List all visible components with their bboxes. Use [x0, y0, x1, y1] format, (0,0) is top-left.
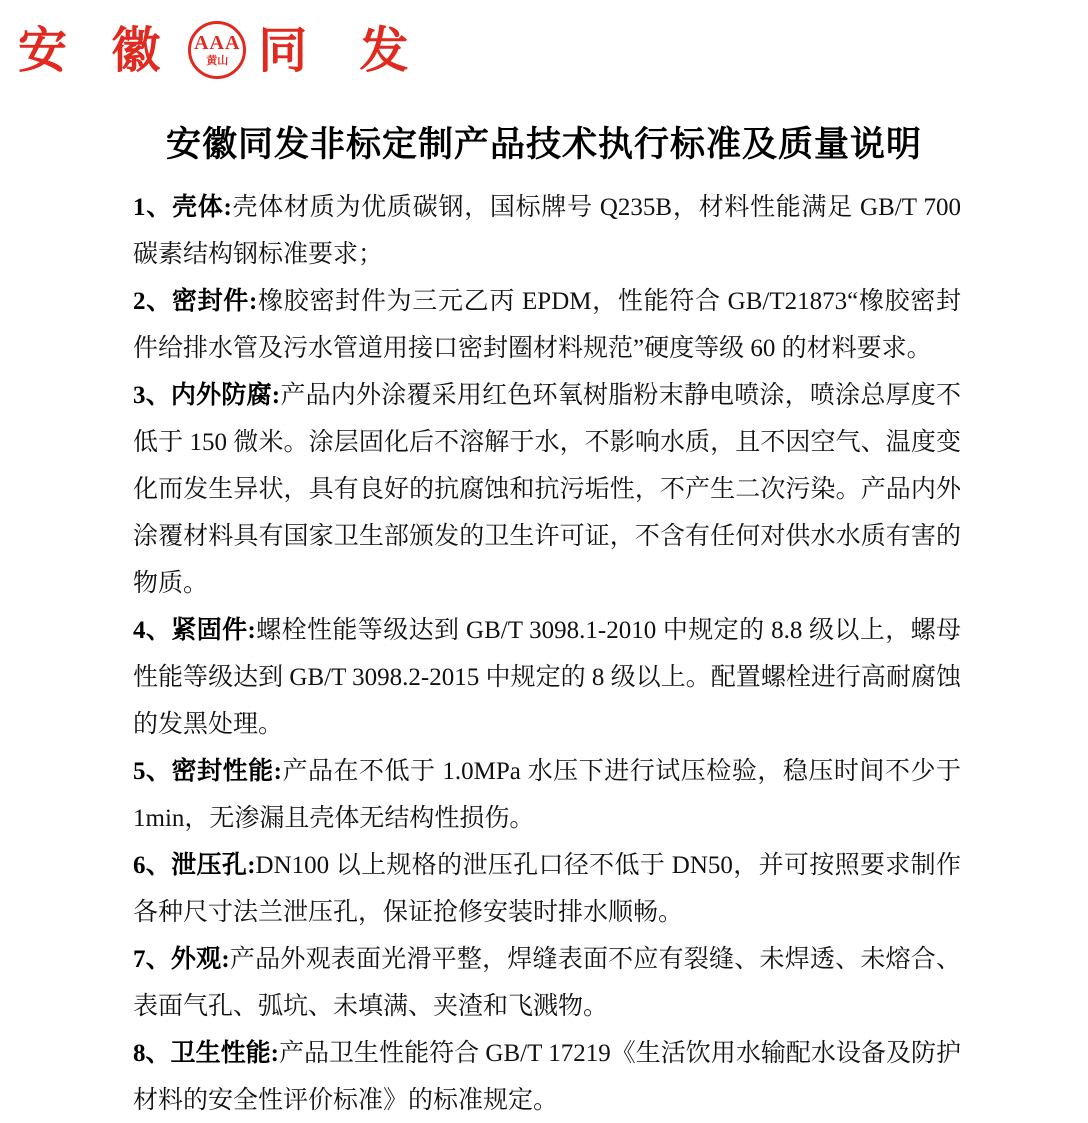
- company-logo: [18, 12, 429, 88]
- section-appearance: [133, 936, 961, 1030]
- badge-aaa-text: AAA: [194, 32, 241, 54]
- logo-text-anhui: 安 徽: [18, 22, 177, 78]
- section-fasteners-label: 4、紧固件:: [133, 617, 256, 644]
- section-sealing-performance-label: 5、密封性能:: [133, 758, 282, 785]
- section-fasteners-text: 螺栓性能等级达到 GB/T 3098.1-2010 中规定的 8.8 级以上，螺母性能等级达到 GB/T 3098.2-2015 中规定的 8 级以上。配置螺栓进行高耐腐蚀的发黑处理。: [133, 617, 961, 738]
- section-corrosion-protection: [133, 372, 961, 607]
- section-pressure-relief-hole: [133, 842, 961, 936]
- page-title: 安徽同发非标定制产品技术执行标准及质量说明: [165, 125, 922, 164]
- section-sealing-performance-text: 产品在不低于 1.0MPa 水压下进行试压检验，稳压时间不少于 1min，无渗漏且壳体无结构性损伤。: [133, 758, 962, 832]
- section-hygiene-performance: [133, 1030, 961, 1123]
- section-pressure-relief-hole-text: DN100 以上规格的泄压孔口径不低于 DN50，并可按照要求制作各种尺寸法兰泄压孔，保证抢修安装时排水顺畅。: [133, 852, 961, 926]
- section-seals-text: 橡胶密封件为三元乙丙 EPDM，性能符合 GB/T21873“橡胶密封件给排水管及污水管道用接口密封圈材料规范”硬度等级 60 的材料要求。: [133, 288, 961, 362]
- section-seals-label: 2、密封件:: [133, 288, 258, 315]
- section-corrosion-protection-text: 产品内外涂覆采用红色环氧树脂粉末静电喷涂，喷涂总厚度不低于 150 微米。涂层固化后不溶解于水，不影响水质，且不因空气、温度变化而发生异状，具有良好的抗腐蚀和抗污垢性，不产生二次污染。产品内外涂覆材料具有国家卫生部颁发的卫生许可证，不含有任何对供水水质有害的物质。: [133, 382, 961, 597]
- aaa-certification-badge-icon: [188, 21, 246, 79]
- section-hygiene-performance-text: 产品卫生性能符合 GB/T 17219《生活饮用水输配水设备及防护材料的安全性评价标准》的标准规定。: [133, 1040, 962, 1114]
- section-shell: [133, 184, 961, 278]
- section-appearance-label: 7、外观:: [133, 946, 230, 973]
- section-corrosion-protection-label: 3、内外防腐:: [133, 382, 281, 409]
- section-shell-label: 1、壳体:: [133, 194, 232, 221]
- section-sealing-performance: [133, 748, 961, 842]
- section-fasteners: [133, 607, 961, 748]
- section-seals: [133, 278, 961, 372]
- logo-text-tongfa: 同 发: [258, 22, 429, 78]
- section-hygiene-performance-label: 8、卫生性能:: [133, 1040, 279, 1067]
- section-pressure-relief-hole-label: 6、泄压孔:: [133, 852, 256, 879]
- section-shell-text: 壳体材质为优质碳钢，国标牌号 Q235B，材料性能满足 GB/T 700 碳素结构钢标准要求；: [133, 194, 962, 268]
- section-appearance-text: 产品外观表面光滑平整，焊缝表面不应有裂缝、未焊透、未熔合、表面气孔、弧坑、未填满、夹渣和飞溅物。: [133, 946, 961, 1020]
- document-body: [133, 184, 961, 1123]
- badge-huangshan-text: 黄山: [206, 55, 229, 67]
